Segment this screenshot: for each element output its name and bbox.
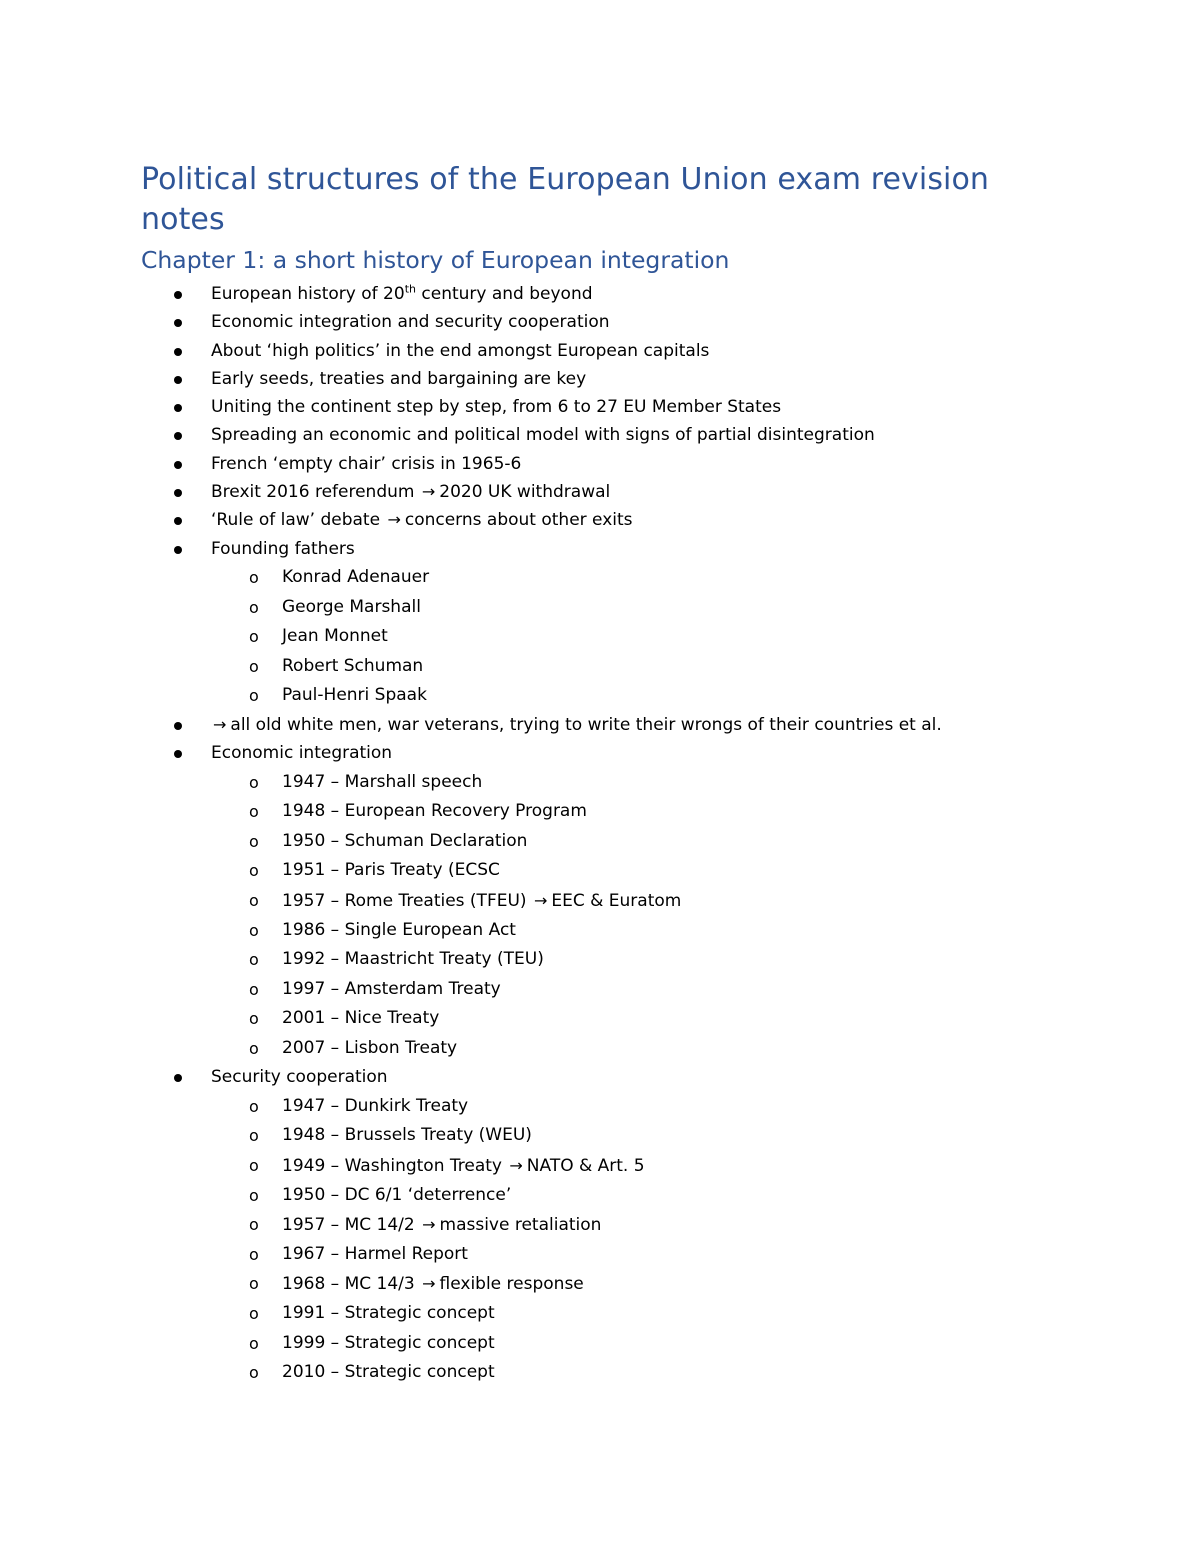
arrow-right-icon: → — [422, 1274, 436, 1294]
bullet-disc-icon — [174, 376, 182, 384]
bullet-circle-icon: o — [249, 772, 259, 792]
sub-list-item — [141, 1210, 1061, 1240]
item-text: 1967 – Harmel Report — [282, 1243, 468, 1264]
item-text: 1947 – Dunkirk Treaty — [282, 1095, 469, 1116]
sub-list-item — [141, 1240, 1061, 1270]
list-item — [141, 739, 1061, 767]
bullet-disc-icon — [174, 1074, 182, 1082]
bullet-disc-icon — [174, 432, 182, 440]
bullet-disc-icon — [174, 546, 182, 554]
bullet-list — [141, 280, 1061, 1388]
sub-list-item — [141, 1181, 1061, 1211]
bullet-circle-icon: o — [249, 1096, 259, 1116]
sub-list-item — [141, 1269, 1061, 1299]
sub-list-item — [141, 1092, 1061, 1122]
sub-list-item — [141, 916, 1061, 946]
bullet-disc-icon — [174, 722, 182, 730]
list-item — [141, 280, 1061, 308]
item-text: French ‘empty chair’ crisis in 1965-6 — [211, 453, 522, 474]
item-text-after: all old white men, war veterans, trying to write their wrongs of their countries et al. — [230, 714, 942, 735]
item-text: 2001 – Nice Treaty — [282, 1008, 440, 1029]
item-text-after: century and beyond — [415, 284, 593, 304]
sub-list-item — [141, 622, 1061, 652]
item-text: Founding fathers — [211, 538, 355, 559]
arrow-right-icon: → — [533, 890, 548, 910]
item-text: Spreading an economic and political model with signs of partial disintegration — [211, 425, 875, 446]
arrow-right-icon: → — [509, 1155, 523, 1175]
item-text: 1968 – MC 14/3 — [282, 1274, 415, 1295]
item-text-after: concerns about other exits — [404, 510, 633, 531]
item-text: Security cooperation — [211, 1067, 388, 1088]
bullet-disc-icon — [174, 517, 182, 525]
item-text: 2010 – Strategic concept — [282, 1362, 495, 1383]
item-text-after: flexible response — [439, 1274, 584, 1295]
bullet-circle-icon: o — [249, 686, 259, 706]
bullet-circle-icon: o — [249, 1009, 259, 1029]
bullet-circle-icon: o — [249, 567, 259, 587]
arrow-right-icon: → — [421, 482, 436, 502]
bullet-disc-icon — [174, 348, 182, 356]
item-text: Economic integration and security cooperation — [211, 312, 610, 333]
sub-list-item — [141, 1034, 1061, 1064]
item-text: Economic integration — [211, 743, 393, 764]
item-text: Robert Schuman — [282, 655, 424, 676]
item-text: 1992 – Maastricht Treaty (TEU) — [282, 949, 544, 970]
bullet-circle-icon: o — [249, 890, 259, 910]
item-text: ‘Rule of law’ debate — [211, 510, 381, 531]
sub-list-item — [141, 975, 1061, 1005]
bullet-disc-icon — [174, 461, 182, 469]
sub-list-item — [141, 593, 1061, 623]
item-text: 1949 – Washington Treaty — [282, 1155, 502, 1176]
item-text: George Marshall — [282, 596, 421, 617]
item-text: Konrad Adenauer — [282, 566, 430, 587]
bullet-disc-icon — [174, 750, 182, 758]
bullet-disc-icon — [174, 404, 182, 412]
item-text-after: massive retaliation — [439, 1215, 602, 1236]
bullet-circle-icon: o — [249, 1363, 259, 1383]
list-item — [141, 393, 1061, 421]
item-text: 1947 – Marshall speech — [282, 771, 483, 792]
sub-list-item — [141, 1358, 1061, 1388]
sub-list-item — [141, 886, 1061, 916]
arrow-right-icon: → — [387, 510, 401, 530]
list-item — [141, 535, 1061, 563]
document-page — [141, 160, 1061, 1388]
item-text: 1957 – MC 14/2 — [282, 1215, 415, 1236]
list-item — [141, 506, 1061, 534]
bullet-circle-icon: o — [249, 920, 259, 940]
arrow-right-icon: → — [213, 714, 227, 734]
bullet-disc-icon — [174, 291, 182, 299]
bullet-disc-icon — [174, 319, 182, 327]
bullet-disc-icon — [174, 489, 182, 497]
sub-list-item — [141, 652, 1061, 682]
item-text-after: NATO & Art. 5 — [526, 1155, 645, 1176]
sub-list-item — [141, 945, 1061, 975]
sub-list-item — [141, 681, 1061, 711]
bullet-circle-icon: o — [249, 802, 259, 822]
bullet-circle-icon: o — [249, 1185, 259, 1205]
list-item — [141, 478, 1061, 506]
bullet-circle-icon: o — [249, 1274, 259, 1294]
sub-list-item — [141, 1151, 1061, 1181]
bullet-circle-icon: o — [249, 1155, 259, 1175]
bullet-circle-icon: o — [249, 950, 259, 970]
list-item — [141, 308, 1061, 336]
list-item — [141, 337, 1061, 365]
bullet-circle-icon: o — [249, 979, 259, 999]
item-text: Paul-Henri Spaak — [282, 685, 427, 706]
item-superscript: th — [404, 282, 416, 296]
item-text: 1997 – Amsterdam Treaty — [282, 978, 501, 999]
item-text: 1951 – Paris Treaty (ECSC — [282, 860, 500, 881]
item-text: 1986 – Single European Act — [282, 919, 516, 940]
item-text: Jean Monnet — [282, 626, 388, 647]
item-text: 1950 – DC 6/1 ‘deterrence’ — [282, 1184, 512, 1205]
chapter-heading: Chapter 1: a short history of European integration — [141, 246, 730, 274]
arrow-right-icon: → — [422, 1215, 436, 1235]
bullet-circle-icon: o — [249, 1126, 259, 1146]
item-text: 1950 – Schuman Declaration — [282, 830, 528, 851]
item-text: Uniting the continent step by step, from 6 to 27 EU Member States — [211, 397, 782, 418]
document-title: Political structures of the European Union exam revision notes — [141, 162, 990, 237]
item-text-after: EEC & Euratom — [551, 890, 682, 911]
item-text: European history of 20 — [211, 284, 405, 304]
bullet-circle-icon: o — [249, 1333, 259, 1353]
sub-list-item — [141, 1121, 1061, 1151]
item-text: Brexit 2016 referendum — [211, 482, 415, 503]
sub-list-item — [141, 1299, 1061, 1329]
item-text: 2007 – Lisbon Treaty — [282, 1037, 458, 1058]
bullet-circle-icon: o — [249, 831, 259, 851]
sub-list-item — [141, 1329, 1061, 1359]
list-item — [141, 421, 1061, 449]
bullet-circle-icon: o — [249, 1303, 259, 1323]
sub-list-item — [141, 1004, 1061, 1034]
item-text: 1948 – Brussels Treaty (WEU) — [282, 1125, 532, 1146]
bullet-circle-icon: o — [249, 597, 259, 617]
list-item — [141, 1063, 1061, 1091]
bullet-circle-icon: o — [249, 1215, 259, 1235]
bullet-circle-icon: o — [249, 1038, 259, 1058]
bullet-circle-icon: o — [249, 656, 259, 676]
sub-list-item — [141, 797, 1061, 827]
list-item — [141, 450, 1061, 478]
item-text: 1948 – European Recovery Program — [282, 801, 587, 822]
item-text: Early seeds, treaties and bargaining are key — [211, 368, 587, 389]
sub-list-item — [141, 768, 1061, 798]
list-item — [141, 711, 1061, 739]
sub-list-item — [141, 563, 1061, 593]
item-text-after: 2020 UK withdrawal — [439, 482, 611, 503]
item-text: 1999 – Strategic concept — [282, 1332, 495, 1353]
item-text: 1991 – Strategic concept — [282, 1302, 495, 1323]
bullet-circle-icon: o — [249, 1244, 259, 1264]
bullet-circle-icon: o — [249, 861, 259, 881]
sub-list-item — [141, 856, 1061, 886]
item-text: 1957 – Rome Treaties (TFEU) — [282, 890, 527, 911]
bullet-circle-icon: o — [249, 627, 259, 647]
sub-list-item — [141, 827, 1061, 857]
list-item — [141, 365, 1061, 393]
item-text: About ‘high politics’ in the end amongst European capitals — [211, 340, 710, 361]
